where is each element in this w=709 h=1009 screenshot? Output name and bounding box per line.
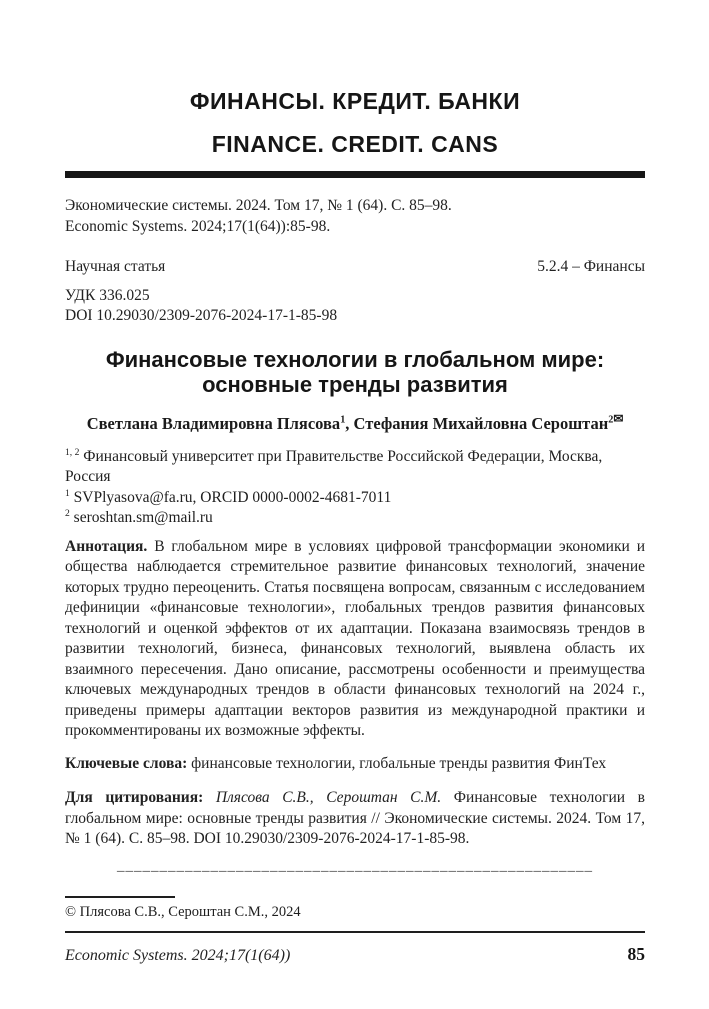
affiliation-author1-contact	[65, 488, 645, 509]
authors-separator: ,	[345, 413, 354, 433]
journal-reference-en: Economic Systems. 2024;17(1(64)):85-98.	[65, 217, 331, 235]
article-type-label: Научная статья	[65, 258, 166, 275]
article-type-row	[65, 257, 645, 278]
affiliation-institution	[65, 447, 645, 488]
affiliation-author1-mark: 1	[65, 487, 70, 499]
doi-code: DOI 10.29030/2309-2076-2024-17-1-85-98	[65, 307, 338, 324]
abstract-label: Аннотация.	[65, 537, 148, 555]
journal-reference	[65, 196, 645, 237]
keywords-line	[65, 754, 645, 775]
affiliation-institution-text: Финансовый университет при Правительстве Российской Федерации, Москва, Россия	[65, 447, 603, 485]
specialty-code: 5.2.4 – Финансы	[537, 258, 645, 275]
author-1-name: Светлана Владимировна Плясова	[86, 413, 341, 433]
article-title	[65, 347, 645, 397]
affiliation-author1-email-orcid: SVPlyasova@fa.ru, ORCID 0000-0002-4681-7011	[69, 488, 392, 506]
author-1-affiliation-mark: 1	[340, 414, 346, 425]
udk-code: УДК 336.025	[65, 286, 150, 304]
abstract-text: В глобальном мире в условиях цифровой трансформации экономики и общества наблюдается стремительное развитие финансовых технологий, значение которых трудно переоценить. Статья посвящена вопросам, связанным с исследованием дефиниции «финансовые технологии», глобальных трендов развития финансовых технологий и оценкой эффектов от их адаптации. Показана взаимосвязь трендов в развитии технологий, бизнеса, финансовых технологий, выявлена область их взаимного пересечения. Дано описание, рассмотрены особенности и преимущества ключевых международных трендов в области финансовых технологий на 2024 г., приведены примеры адаптации векторов развития из международной практики и прокомментированы их возможные эффекты.	[65, 537, 645, 739]
citation-label: Для цитирования:	[65, 789, 204, 806]
keywords-text: финансовые технологии, глобальные тренды развития ФинТех	[187, 754, 607, 772]
page-bottom	[65, 896, 645, 965]
rubric-header	[65, 88, 645, 171]
corresponding-author-email-icon: ✉	[613, 411, 624, 425]
abstract-paragraph	[65, 537, 645, 742]
author-2-name: Стефания Михайловна Сероштан	[353, 413, 609, 433]
copyright-rule	[65, 896, 175, 898]
underscore-divider: ________________________________________________________	[117, 857, 593, 874]
citation-paragraph	[65, 788, 645, 850]
citation-authors: Плясова С.В., Сероштан С.М.	[203, 789, 442, 806]
article-codes	[65, 286, 645, 327]
rubric-title-ru: ФИНАНСЫ. КРЕДИТ. БАНКИ	[189, 88, 521, 114]
article-title-line1: Финансовые технологии в глобальном мире:	[105, 346, 605, 372]
journal-reference-ru: Экономические системы. 2024. Том 17, № 1 (64). С. 85–98.	[65, 197, 452, 214]
rubric-title-en: FINANCE. CREDIT. CANS	[211, 131, 499, 157]
running-footer	[65, 931, 645, 965]
affiliation-author2-mark: 2	[65, 507, 70, 519]
affiliations-block	[65, 447, 645, 529]
authors-line	[65, 413, 645, 435]
affiliation-author2-email: seroshtan.sm@mail.ru	[69, 509, 213, 526]
affiliation-author2-contact	[65, 508, 645, 529]
keywords-label: Ключевые слова:	[65, 754, 188, 772]
footer-journal-title: Economic Systems. 2024;17(1(64))	[65, 947, 291, 964]
copyright-notice: © Плясова С.В., Сероштан С.М., 2024	[65, 904, 301, 920]
affiliation-institution-marks: 1, 2	[65, 446, 80, 458]
citation-text: Финансовые технологии в глобальном мире: основные тренды развития // Экономические системы. 2024. Том 17, № 1 (64). С. 85–98. DOI 10.29030/2309-2076-2024-17-1-85-98.	[65, 789, 645, 847]
article-title-line2: основные тренды развития	[202, 371, 508, 397]
header-double-rule	[65, 171, 645, 178]
author-2-affiliation-mark: 2	[608, 414, 614, 425]
footer-page-number: 85	[627, 944, 645, 964]
